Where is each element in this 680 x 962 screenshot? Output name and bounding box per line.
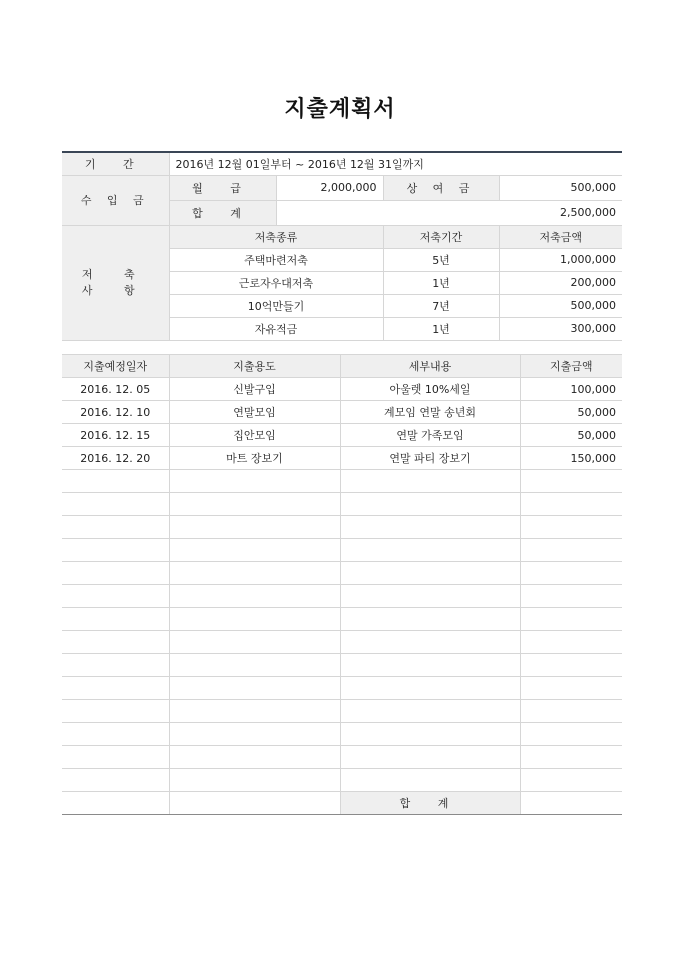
expense-amount: 100,000 — [520, 378, 622, 401]
empty-cell — [520, 562, 622, 585]
empty-cell — [340, 539, 520, 562]
empty-cell — [62, 516, 169, 539]
empty-cell — [169, 631, 340, 654]
empty-cell — [62, 562, 169, 585]
expense-row — [62, 401, 622, 424]
savings-type: 근로자우대저축 — [169, 271, 383, 294]
expense-purpose: 연말모임 — [169, 401, 340, 424]
period-row — [62, 152, 622, 175]
expense-header-date: 지출예정일자 — [62, 355, 169, 378]
savings-header-type: 저축종류 — [169, 225, 383, 248]
bonus-value: 500,000 — [499, 175, 622, 200]
expense-empty-row — [62, 723, 622, 746]
empty-cell — [169, 493, 340, 516]
empty-cell — [520, 631, 622, 654]
savings-period: 7년 — [383, 294, 499, 317]
empty-cell — [169, 700, 340, 723]
salary-label: 월 급 — [169, 175, 276, 200]
empty-cell — [520, 539, 622, 562]
savings-amount: 500,000 — [499, 294, 622, 317]
expense-date: 2016. 12. 10 — [62, 401, 169, 424]
savings-amount: 300,000 — [499, 317, 622, 340]
expense-total-label: 합 계 — [340, 792, 520, 815]
expense-empty-row — [62, 769, 622, 792]
expense-purpose: 신발구입 — [169, 378, 340, 401]
expense-row — [62, 424, 622, 447]
period-value: 2016년 12월 01일부터 ~ 2016년 12월 31일까지 — [169, 152, 622, 175]
expense-empty-row — [62, 700, 622, 723]
savings-header-amount: 저축금액 — [499, 225, 622, 248]
empty-cell — [62, 654, 169, 677]
savings-label-line2: 사 항 — [81, 283, 149, 297]
expense-date: 2016. 12. 20 — [62, 447, 169, 470]
expense-empty-row — [62, 470, 622, 493]
empty-cell — [62, 493, 169, 516]
empty-cell — [169, 585, 340, 608]
expense-date: 2016. 12. 05 — [62, 378, 169, 401]
expense-row — [62, 447, 622, 470]
expense-amount: 50,000 — [520, 424, 622, 447]
salary-value: 2,000,000 — [276, 175, 383, 200]
total-blank-cell — [62, 792, 169, 815]
empty-cell — [169, 562, 340, 585]
savings-period: 1년 — [383, 271, 499, 294]
empty-cell — [340, 562, 520, 585]
expense-empty-row — [62, 677, 622, 700]
expense-detail: 연말 파티 장보기 — [340, 447, 520, 470]
expense-date: 2016. 12. 15 — [62, 424, 169, 447]
empty-cell — [340, 723, 520, 746]
empty-cell — [340, 677, 520, 700]
empty-cell — [520, 585, 622, 608]
savings-amount: 200,000 — [499, 271, 622, 294]
expense-empty-row — [62, 539, 622, 562]
empty-cell — [62, 769, 169, 792]
income-label: 수 입 금 — [62, 175, 169, 225]
savings-type: 자유적금 — [169, 317, 383, 340]
empty-cell — [62, 631, 169, 654]
empty-cell — [520, 723, 622, 746]
empty-cell — [169, 769, 340, 792]
empty-cell — [340, 585, 520, 608]
expense-purpose: 마트 장보기 — [169, 447, 340, 470]
empty-cell — [169, 677, 340, 700]
expense-header-purpose: 지출용도 — [169, 355, 340, 378]
expense-header-detail: 세부내용 — [340, 355, 520, 378]
expense-empty-row — [62, 562, 622, 585]
savings-label-line1: 저 축 — [81, 267, 149, 281]
empty-cell — [62, 746, 169, 769]
savings-header-period: 저축기간 — [383, 225, 499, 248]
expense-total-value — [520, 792, 622, 815]
savings-label — [62, 225, 169, 340]
expense-amount: 50,000 — [520, 401, 622, 424]
empty-cell — [520, 700, 622, 723]
empty-cell — [340, 608, 520, 631]
empty-cell — [62, 700, 169, 723]
empty-cell — [340, 769, 520, 792]
expense-purpose: 집안모임 — [169, 424, 340, 447]
expense-row — [62, 378, 622, 401]
empty-cell — [169, 746, 340, 769]
empty-cell — [340, 493, 520, 516]
empty-cell — [340, 700, 520, 723]
empty-cell — [62, 585, 169, 608]
empty-cell — [340, 654, 520, 677]
savings-type: 10억만들기 — [169, 294, 383, 317]
income-total-label: 합 계 — [169, 200, 276, 225]
empty-cell — [520, 470, 622, 493]
savings-period: 1년 — [383, 317, 499, 340]
empty-cell — [340, 746, 520, 769]
empty-cell — [340, 470, 520, 493]
period-label: 기 간 — [62, 152, 169, 175]
empty-cell — [520, 654, 622, 677]
savings-type: 주택마련저축 — [169, 248, 383, 271]
page-title: 지출계획서 — [284, 97, 396, 122]
expense-empty-row — [62, 746, 622, 769]
empty-cell — [62, 723, 169, 746]
expense-header-amount: 지출금액 — [520, 355, 622, 378]
expense-empty-row — [62, 493, 622, 516]
empty-cell — [169, 470, 340, 493]
empty-cell — [169, 539, 340, 562]
empty-cell — [169, 654, 340, 677]
savings-amount: 1,000,000 — [499, 248, 622, 271]
empty-cell — [62, 608, 169, 631]
empty-cell — [169, 516, 340, 539]
empty-cell — [62, 470, 169, 493]
empty-cell — [62, 677, 169, 700]
empty-cell — [520, 516, 622, 539]
savings-period: 5년 — [383, 248, 499, 271]
empty-cell — [520, 493, 622, 516]
budget-summary-table — [62, 151, 622, 341]
expense-header-row — [62, 355, 622, 378]
expense-detail: 아울렛 10%세일 — [340, 378, 520, 401]
empty-cell — [169, 608, 340, 631]
expense-amount: 150,000 — [520, 447, 622, 470]
expense-empty-row — [62, 654, 622, 677]
savings-header-row — [62, 225, 622, 248]
empty-cell — [520, 746, 622, 769]
total-blank-cell — [169, 792, 340, 815]
empty-cell — [169, 723, 340, 746]
empty-cell — [340, 516, 520, 539]
income-total-value: 2,500,000 — [276, 200, 622, 225]
expense-empty-row — [62, 516, 622, 539]
expense-empty-row — [62, 608, 622, 631]
empty-cell — [340, 631, 520, 654]
bonus-label: 상 여 금 — [383, 175, 499, 200]
empty-cell — [62, 539, 169, 562]
empty-cell — [520, 769, 622, 792]
empty-cell — [520, 677, 622, 700]
expense-empty-row — [62, 585, 622, 608]
expense-detail: 연말 가족모임 — [340, 424, 520, 447]
expense-plan-table — [62, 354, 622, 815]
expense-total-row — [62, 792, 622, 815]
empty-cell — [520, 608, 622, 631]
expense-detail: 계모임 연말 송년회 — [340, 401, 520, 424]
income-row-salary — [62, 175, 622, 200]
expense-empty-row — [62, 631, 622, 654]
